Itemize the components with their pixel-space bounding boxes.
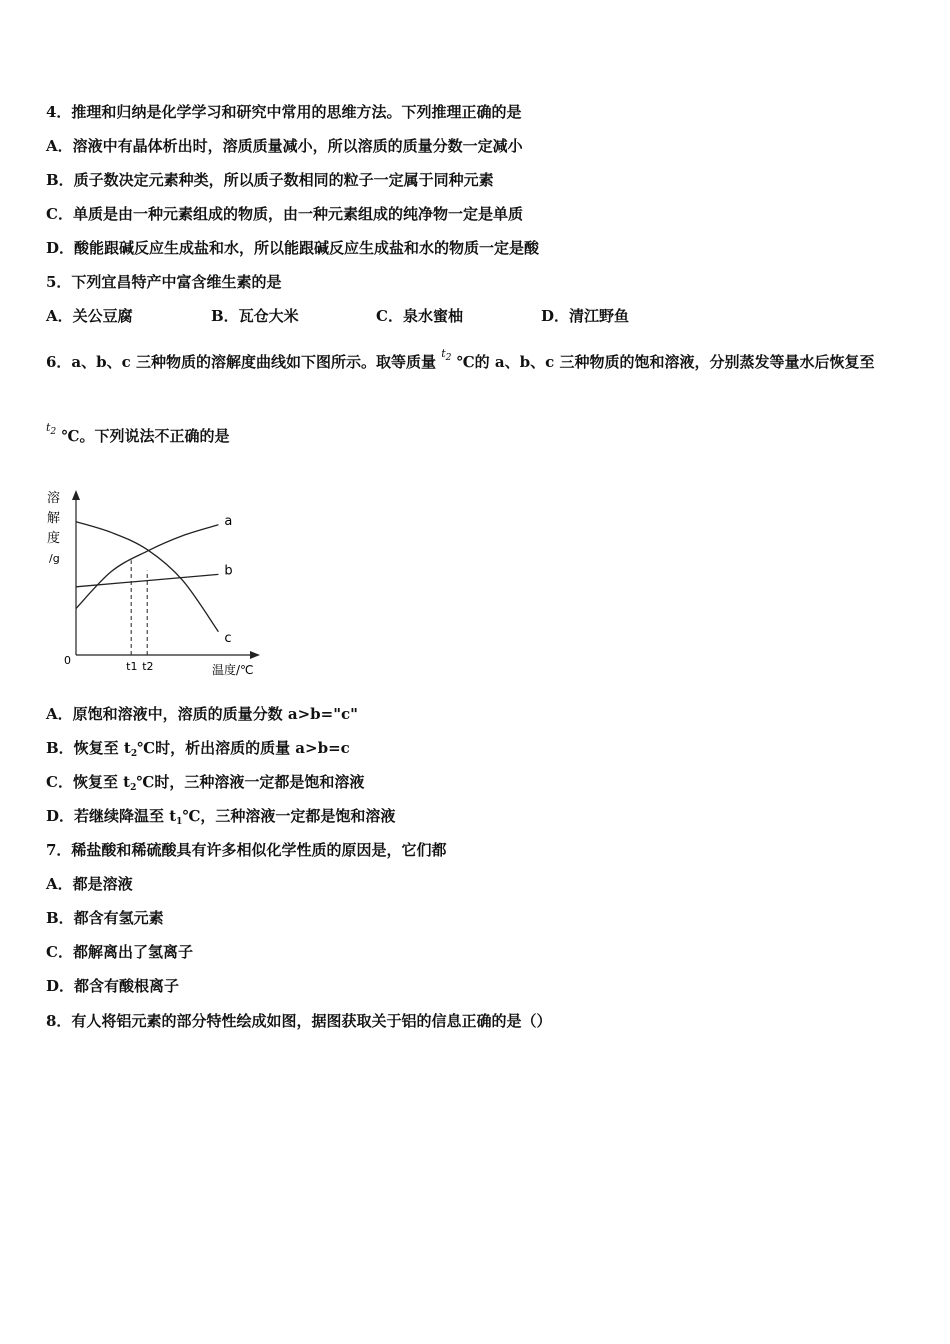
- q7-option-a: A．都是溶液: [46, 875, 133, 893]
- q4-option-a: A．溶液中有晶体析出时，溶质质量减小，所以溶质的质量分数一定减小: [46, 137, 523, 155]
- q5-option-a: A．关公豆腐: [46, 307, 133, 325]
- q7-option-b: B．都含有氢元素: [46, 909, 164, 927]
- y-label-char: /g: [49, 552, 60, 565]
- q4-stem: 4．推理和归纳是化学学习和研究中常用的思维方法。下列推理正确的是: [46, 103, 522, 121]
- x-axis-label: 温度/℃: [212, 663, 254, 677]
- q4-option-d: D．酸能跟碱反应生成盐和水，所以能跟碱反应生成盐和水的物质一定是酸: [46, 239, 540, 257]
- y-axis-label: [47, 490, 60, 565]
- q6-stem: [46, 347, 875, 378]
- curve-label-a: a: [224, 513, 233, 529]
- q6-option-c: C．恢复至 $t_2℃$时，三种溶液一定都是饱和溶液: [46, 773, 365, 793]
- q5-option-d: D．清江野鱼: [541, 307, 630, 325]
- q6-t2-symbol: t2: [441, 347, 452, 364]
- q7-option-c: C．都解离出了氢离子: [46, 943, 193, 961]
- tick-label-t1: t1: [126, 660, 138, 673]
- q5-option-b: B．瓦仓大米: [211, 307, 299, 325]
- y-label-char: 解: [47, 511, 61, 526]
- q6-stem-part2: ℃的 a、b、c 三种物质的饱和溶液，分别蒸发等量水后恢复至: [451, 353, 875, 371]
- y-label-char: 溶: [47, 491, 61, 506]
- q6-stem-line2: $^{t_2}$ ℃。下列说法不正确的是: [46, 421, 230, 445]
- q5-options: [46, 306, 629, 326]
- y-label-char: 度: [47, 531, 61, 546]
- curve-label-c: c: [224, 630, 232, 646]
- q6-t2-symbol-2: t2: [46, 421, 57, 438]
- q6-stem-part1: 6．a、b、c 三种物质的溶解度曲线如下图所示。取等质量: [46, 353, 442, 371]
- q4-option-c: C．单质是由一种元素组成的物质，由一种元素组成的纯净物一定是单质: [46, 205, 523, 223]
- q5-stem: 5．下列宜昌特产中富含维生素的是: [46, 273, 282, 291]
- x-axis-arrow: [250, 651, 260, 659]
- tick-label-t2: t2: [142, 660, 154, 673]
- q7-stem: 7．稀盐酸和稀硫酸具有许多相似化学性质的原因是，它们都: [46, 841, 447, 859]
- q8-stem: 8．有人将铝元素的部分特性绘成如图，据图获取关于铝的信息正确的是（）: [46, 1012, 552, 1030]
- q4-option-b: B．质子数决定元素种类，所以质子数相同的粒子一定属于同种元素: [46, 171, 494, 189]
- q6-option-d: D．若继续降温至 $t_1℃$，三种溶液一定都是饱和溶液: [46, 807, 396, 827]
- curve-label-b: b: [224, 563, 233, 579]
- q6-option-b: B．恢复至 $t_2℃$时，析出溶质的质量 a>b=c: [46, 739, 350, 759]
- q6-option-a: A．原饱和溶液中，溶质的质量分数 a>b="c": [46, 705, 358, 723]
- q7-option-d: D．都含有酸根离子: [46, 977, 180, 995]
- y-axis-arrow: [72, 490, 80, 500]
- solubility-chart: [40, 480, 270, 680]
- q5-option-c: C．泉水蜜柚: [376, 307, 463, 325]
- origin-label: 0: [64, 654, 71, 667]
